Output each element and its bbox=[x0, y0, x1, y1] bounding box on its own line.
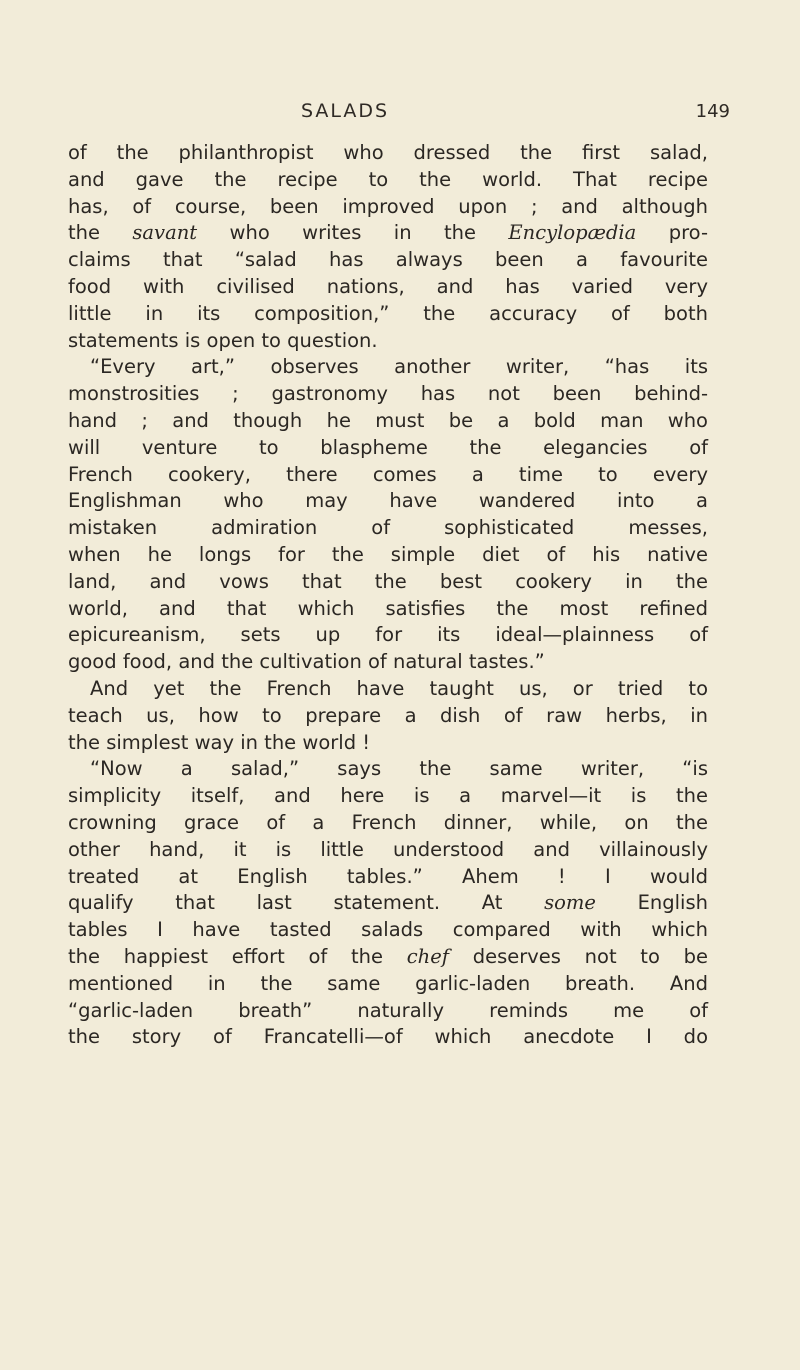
text-line: has, of course, been improved upon ; and although bbox=[68, 194, 708, 218]
running-title: SALADS bbox=[300, 100, 390, 122]
body-text bbox=[68, 140, 708, 1051]
text-line: will venture to blaspheme the elegancies of bbox=[68, 435, 708, 459]
text-line: good food, and the cultivation of natural tastes.” bbox=[68, 650, 545, 674]
text-fragment: deserves not to be bbox=[448, 944, 708, 968]
text-fragment: who writes in the bbox=[197, 221, 509, 245]
text-line: simplicity itself, and here is a marvel—it is the bbox=[68, 784, 708, 808]
italic-word: Encylopædia bbox=[508, 221, 637, 245]
text-line: land, and vows that the best cookery in the bbox=[68, 569, 708, 593]
text-line: mistaken admiration of sophisticated messes, bbox=[68, 516, 708, 540]
text-line: Englishman who may have wandered into a bbox=[68, 489, 708, 513]
text-fragment: qualify that last statement. At bbox=[68, 891, 545, 915]
text-line: monstrosities ; gastronomy has not been behind- bbox=[68, 382, 708, 406]
text-line: world, and that which satisfies the most refined bbox=[68, 596, 708, 620]
text-line: “Now a salad,” says the same writer, “is bbox=[90, 757, 708, 781]
text-line: crowning grace of a French dinner, while, on the bbox=[68, 810, 708, 834]
text-line: claims that “salad has always been a favourite bbox=[68, 248, 708, 272]
text-line: tables I have tasted salads compared with which bbox=[68, 918, 708, 942]
text-line: teach us, how to prepare a dish of raw herbs, in bbox=[68, 703, 708, 727]
text-line: epicureanism, sets up for its ideal—plainness of bbox=[68, 623, 708, 647]
text-line bbox=[68, 220, 708, 247]
text-line: treated at English tables.” Ahem ! I would bbox=[68, 864, 708, 888]
page-number: 149 bbox=[695, 101, 730, 122]
text-line bbox=[68, 944, 708, 971]
text-line: of the philanthropist who dressed the first salad, bbox=[68, 141, 708, 164]
text-line: “Every art,” observes another writer, “has its bbox=[90, 355, 708, 379]
text-line: the simplest way in the world ! bbox=[68, 730, 371, 754]
text-line: and gave the recipe to the world. That recipe bbox=[68, 167, 708, 191]
text-line: mentioned in the same garlic-laden breath. And bbox=[68, 971, 708, 995]
italic-word: chef bbox=[406, 944, 449, 968]
text-fragment: English bbox=[595, 891, 708, 915]
text-line: And yet the French have taught us, or tried to bbox=[90, 676, 708, 700]
text-fragment: the happiest effort of the bbox=[68, 944, 407, 968]
text-line: French cookery, there comes a time to every bbox=[68, 462, 708, 486]
italic-word: savant bbox=[132, 221, 198, 245]
text-line: other hand, it is little understood and villainously bbox=[68, 837, 708, 861]
italic-word: some bbox=[544, 891, 596, 915]
text-fragment: pro- bbox=[636, 221, 708, 245]
text-line: “garlic-laden breath” naturally reminds me of bbox=[68, 998, 708, 1022]
running-head bbox=[0, 100, 800, 130]
text-line: when he longs for the simple diet of his native bbox=[68, 542, 708, 566]
text-line: hand ; and though he must be a bold man who bbox=[68, 408, 708, 432]
text-fragment: the bbox=[68, 221, 133, 245]
text-line: food with civilised nations, and has varied very bbox=[68, 274, 708, 298]
text-line: little in its composition,” the accuracy of both bbox=[68, 301, 708, 325]
text-line: the story of Francatelli—of which anecdote I do bbox=[68, 1025, 708, 1049]
text-line bbox=[68, 890, 708, 917]
text-line: statements is open to question. bbox=[68, 328, 378, 352]
